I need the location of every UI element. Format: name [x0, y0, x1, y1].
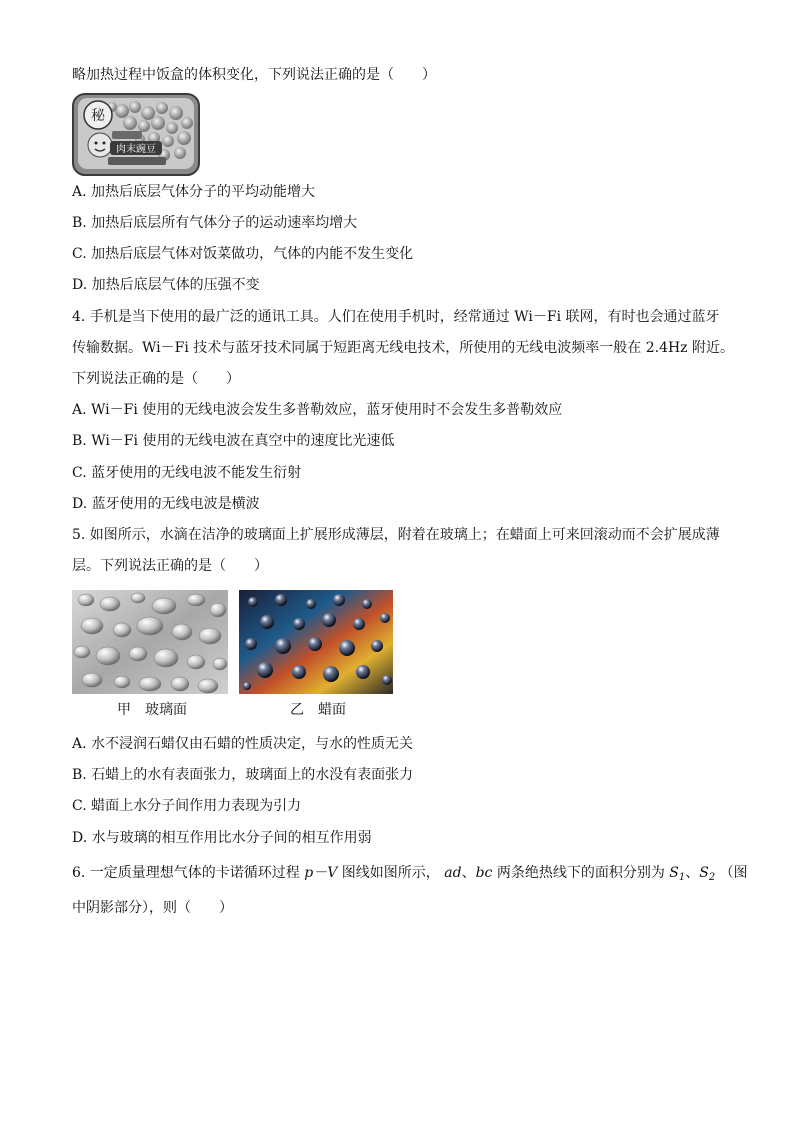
- q6-pv-symbol: p－V: [304, 865, 338, 881]
- lunchbox-image: [72, 93, 200, 176]
- q6-stem-line-1: [72, 864, 748, 882]
- q3-option-d: D. 加热后底层气体的压强不变: [72, 277, 260, 293]
- q4-stem-line-1: 4. 手机是当下使用的最广泛的通讯工具。人们在使用手机时，经常通过 Wi－Fi 联网，有时也会通过蓝牙: [72, 309, 720, 325]
- q5-stem-line-2: 层。下列说法正确的是（ ）: [72, 558, 268, 574]
- wax-surface-photo: [239, 590, 393, 694]
- q5-option-d: D. 水与玻璃的相互作用比水分子间的相互作用弱: [72, 830, 372, 846]
- q4-stem-line-2: 传输数据。Wi－Fi 技术与蓝牙技术同属于短距离无线电技术，所使用的无线电波频率一般在 2.4Hz 附近。: [72, 340, 735, 356]
- q3-option-c: C. 加热后底层气体对饭菜做功，气体的内能不发生变化: [72, 246, 414, 262]
- q6-middle2: 两条绝热线下的面积分别为: [496, 865, 665, 881]
- q6-sep2: 、: [685, 865, 700, 881]
- q4-option-a: A. Wi－Fi 使用的无线电波会发生多普勒效应，蓝牙使用时不会发生多普勒效应: [72, 402, 563, 418]
- caption-wax: 乙 蜡面: [290, 702, 346, 718]
- q6-suffix: （图: [719, 865, 748, 881]
- q5-option-a: A. 水不浸润石蜡仅由石蜡的性质决定，与水的性质无关: [72, 736, 414, 752]
- q4-option-b: B. Wi－Fi 使用的无线电波在真空中的速度比光速低: [72, 433, 395, 449]
- q5-stem-line-1: 5. 如图所示，水滴在洁净的玻璃面上扩展形成薄层，附着在玻璃上；在蜡面上可来回滚动而不会扩展成薄: [72, 527, 720, 543]
- q4-stem-line-3: 下列说法正确的是（ ）: [72, 371, 240, 387]
- q6-stem-line-2: 中阴影部分），则（ ）: [72, 900, 233, 916]
- glass-surface-photo: [72, 590, 228, 694]
- badge-text: 秘: [91, 108, 105, 124]
- q3-option-b: B. 加热后底层所有气体分子的运动速率均增大: [72, 215, 358, 231]
- q6-ad-symbol: ad: [444, 865, 462, 881]
- q5-option-b: B. 石蜡上的水有表面张力，玻璃面上的水没有表面张力: [72, 767, 414, 783]
- q6-s2-symbol: $S_2$: [699, 865, 716, 883]
- q6-bc-symbol: bc: [475, 865, 493, 881]
- q6-middle1: 图线如图所示，: [341, 865, 440, 881]
- q4-option-d: D. 蓝牙使用的无线电波是横波: [72, 496, 260, 512]
- q6-s1-symbol: $S_1$: [669, 865, 686, 883]
- q6-sep: 、: [461, 865, 476, 881]
- q5-option-c: C. 蜡面上水分子间作用力表现为引力: [72, 798, 302, 814]
- q4-option-c: C. 蓝牙使用的无线电波不能发生衍射: [72, 465, 302, 481]
- q6-prefix: 6. 一定质量理想气体的卡诺循环过程: [72, 865, 300, 881]
- q3-stem: 略加热过程中饭盒的体积变化，下列说法正确的是（ ）: [72, 67, 436, 83]
- q3-option-a: A. 加热后底层气体分子的平均动能增大: [72, 184, 316, 200]
- label-main-text: 肉末豌豆: [116, 144, 156, 155]
- caption-glass: 甲 玻璃面: [117, 702, 187, 718]
